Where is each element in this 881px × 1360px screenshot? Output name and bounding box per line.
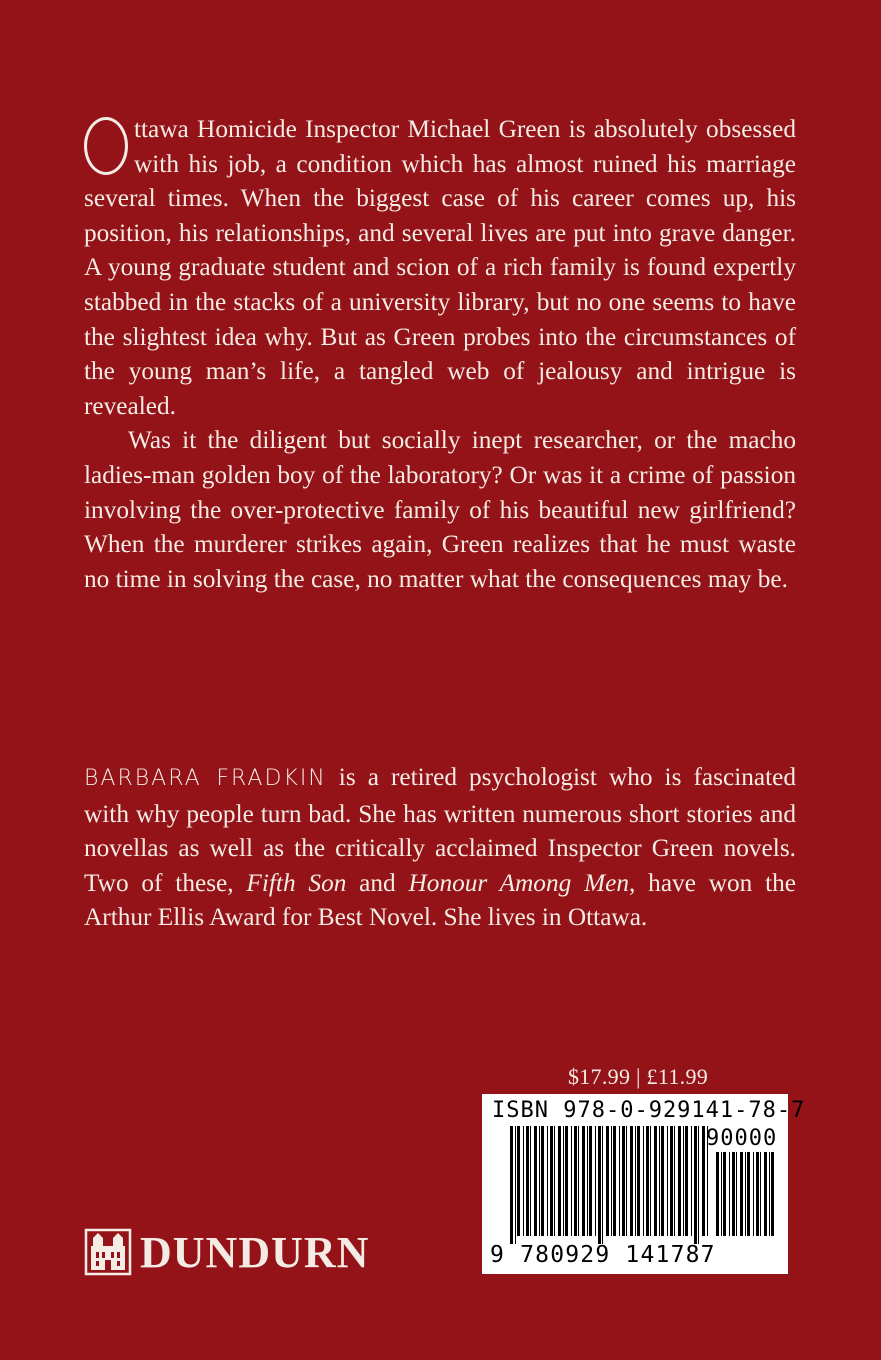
synopsis bbox=[84, 112, 796, 596]
barcode-bar bbox=[563, 1126, 564, 1236]
barcode-bar bbox=[685, 1126, 688, 1236]
barcode-bar bbox=[747, 1152, 750, 1236]
author-name: BARBARA FRADKIN bbox=[84, 766, 327, 791]
barcode-bar bbox=[667, 1126, 668, 1236]
barcode-bar bbox=[565, 1126, 568, 1236]
publisher-name: DUNDURN bbox=[140, 1227, 370, 1277]
barcode-bar bbox=[670, 1126, 673, 1236]
barcode-bar bbox=[510, 1126, 513, 1244]
barcode-bar bbox=[674, 1126, 675, 1236]
barcode-bar bbox=[654, 1126, 657, 1236]
barcode-digits: 9 780929 141787 bbox=[490, 1242, 716, 1268]
barcode-bar bbox=[571, 1126, 572, 1236]
barcode-bar bbox=[554, 1126, 555, 1236]
barcode-bar bbox=[756, 1152, 759, 1236]
supplement-barcode bbox=[716, 1152, 778, 1244]
barcode-bar bbox=[716, 1152, 719, 1236]
barcode-bar bbox=[606, 1126, 609, 1236]
barcode-bar bbox=[595, 1126, 596, 1236]
barcode-bar bbox=[550, 1126, 553, 1236]
barcode-bar bbox=[683, 1126, 684, 1236]
barcode-bar bbox=[574, 1126, 577, 1236]
barcode-bar bbox=[611, 1126, 612, 1236]
barcode-bar bbox=[558, 1126, 561, 1236]
bio-text-a: is a retired psychologist who is fascinated with why people turn bad. She has written numerous short stories and novellas as well as the critically acclaimed Inspector Green novels. Two of these, bbox=[84, 763, 797, 897]
barcode-bar bbox=[523, 1126, 524, 1236]
barcode-bar bbox=[691, 1126, 692, 1236]
synopsis-paragraph-2: Was it the diligent but socially inept researcher, or the macho ladies-man golden boy of the laboratory? Or was it a crime of passion involving the over-protective family of his beautiful new girlfriend? When the murderer strikes again, Green realizes that he must waste no time in solving the case, no matter what the consequences may be. bbox=[84, 426, 796, 593]
ean13-barcode bbox=[510, 1126, 710, 1244]
barcode-bar bbox=[740, 1152, 743, 1236]
barcode-bar bbox=[598, 1126, 601, 1244]
barcode-bar bbox=[547, 1126, 548, 1236]
dropcap-o-icon bbox=[84, 117, 128, 175]
barcode-bar bbox=[539, 1126, 540, 1236]
barcode-bar bbox=[582, 1126, 585, 1236]
barcode-bar bbox=[526, 1126, 529, 1236]
barcode-bar bbox=[622, 1126, 625, 1236]
barcode-bar bbox=[587, 1126, 588, 1236]
barcode-bar bbox=[723, 1152, 726, 1236]
barcode-bar bbox=[613, 1126, 616, 1236]
barcode-bar bbox=[729, 1152, 730, 1236]
barcode-bar bbox=[635, 1126, 636, 1236]
barcode-bar bbox=[698, 1126, 699, 1244]
barcode-bar bbox=[694, 1126, 697, 1244]
barcode-bar bbox=[630, 1126, 633, 1236]
publisher-logo bbox=[84, 1226, 369, 1278]
book-title-honour-among-men: Honour Among Men bbox=[408, 868, 630, 897]
barcode-bar bbox=[721, 1152, 722, 1236]
synopsis-paragraph-1 bbox=[84, 112, 796, 423]
barcode-bar bbox=[646, 1126, 649, 1236]
book-title-fifth-son: Fifth Son bbox=[246, 868, 347, 897]
barcode-bar bbox=[650, 1126, 651, 1236]
barcode-bar bbox=[541, 1126, 544, 1236]
barcode-bar bbox=[602, 1126, 603, 1244]
isbn-label: ISBN 978-0-929141-78-7 bbox=[492, 1098, 806, 1123]
barcode-bar bbox=[764, 1152, 767, 1236]
synopsis-paragraph-1-text: ttawa Homicide Inspector Michael Green is absolutely obsessed with his job, a condition which has almost ruined his marriage several times. When the biggest case of his career comes up, his position, his relationships, and several lives are put into grave danger. A young graduate student and scion of a rich family is found expertly stabbed in the stacks of a university library, but no one seems to have the slightest idea why. But as Green probes into the circumstances of the young man’s life, a tangled web of jealousy and intrigue is revealed. bbox=[84, 115, 796, 420]
barcode-bar bbox=[745, 1152, 746, 1236]
author-bio bbox=[84, 760, 796, 935]
barcode-bar bbox=[659, 1126, 660, 1236]
barcode-bar bbox=[702, 1126, 705, 1236]
barcode-bar bbox=[515, 1126, 516, 1244]
barcode-bar bbox=[753, 1152, 754, 1236]
barcode-bar bbox=[760, 1152, 761, 1236]
barcode-bar bbox=[534, 1126, 537, 1236]
bio-text-b: and bbox=[346, 868, 409, 897]
barcode-bar bbox=[732, 1152, 735, 1236]
barcode-bar bbox=[643, 1126, 644, 1236]
barcode-bar bbox=[517, 1126, 520, 1236]
barcode-bar bbox=[530, 1126, 531, 1236]
barcode-bar bbox=[736, 1152, 737, 1236]
barcode-box bbox=[482, 1094, 806, 1274]
barcode-bar bbox=[637, 1126, 640, 1236]
barcode-bar bbox=[771, 1152, 774, 1236]
barcode-bar bbox=[769, 1152, 770, 1236]
bio-text-c: , have won the Arthur Ellis Award for Best Novel. She lives in Ottawa. bbox=[84, 868, 797, 932]
price: $17.99 | £11.99 bbox=[567, 1064, 709, 1089]
barcode-bar bbox=[589, 1126, 592, 1236]
barcode-bar bbox=[661, 1126, 664, 1236]
barcode-bar bbox=[619, 1126, 620, 1236]
barcode-bar bbox=[578, 1126, 579, 1236]
barcode-bar bbox=[626, 1126, 627, 1236]
supplement-digits: 90000 bbox=[706, 1126, 778, 1151]
castle-logo-icon bbox=[84, 1228, 132, 1276]
barcode-bar bbox=[678, 1126, 681, 1236]
